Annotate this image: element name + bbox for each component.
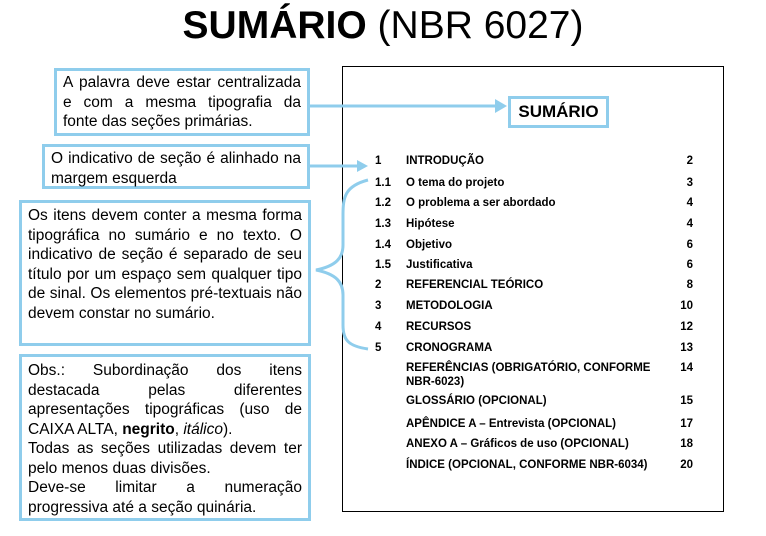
toc-entry-title: METODOLOGIA [406,300,493,312]
toc-entry-number: 1 [375,155,382,167]
toc-entry-title: Justificativa [406,259,473,271]
toc-entry-title: ANEXO A – Gráficos de uso (OPCIONAL) [406,438,629,450]
toc-entry-title: APÊNDICE A – Entrevista (OPCIONAL) [406,418,617,430]
toc-entry-title: O problema a ser abordado [406,197,556,209]
toc-entry-title: ÍNDICE (OPCIONAL, CONFORME NBR-6034) [406,459,648,471]
toc-entry-number: 1.5 [375,259,391,271]
toc-entry-title: REFERENCIAL TEÓRICO [406,279,544,291]
obs-italic-example: itálico [183,420,223,438]
toc-entry-page: 18 [680,438,693,450]
toc-entry-title: Hipótese [406,218,455,230]
obs-text-part1: Obs.: Subordinação dos itens destacada pelas diferentes apresentações tipográficas (uso de CAIXA ALTA, [28,362,302,438]
toc-entry-title: CRONOGRAMA [406,342,493,354]
toc-entry-number: 2 [375,279,382,291]
brace-to-section-numbers [316,180,368,349]
toc-entry-page: 3 [686,177,693,189]
toc-entry-title: GLOSSÁRIO (OPCIONAL) [406,395,547,407]
toc-entry-page: 6 [686,239,693,251]
obs-limit-text: Deve-se limitar a numeração progressiva até a seção quinária. [28,479,302,516]
toc-entry-page: 2 [686,155,693,167]
toc-entry-page: 15 [680,395,693,407]
toc-entry-title: Objetivo [406,239,453,251]
toc-entry-title: REFERÊNCIAS (OBRIGATÓRIO, CONFORME NBR-6023) [406,362,651,388]
toc-entry-title: INTRODUÇÃO [406,155,484,167]
obs-divisions-text: Todas as seções utilizadas devem ter pelo menos duas divisões. [28,440,302,477]
toc-entry-page: 13 [680,342,693,354]
toc-entry-page: 8 [686,279,693,291]
toc-entry-page: 17 [680,418,693,430]
toc-entry-title: O tema do projeto [406,177,505,189]
toc-entry-page: 4 [686,197,693,209]
slide-title-standard: (NBR 6027) [366,4,584,47]
obs-comma: , [174,420,184,438]
toc-entry-page: 20 [680,459,693,471]
obs-text-part2: ). [223,420,233,438]
toc-entry-number: 4 [375,321,382,333]
toc-entry-number: 1.4 [375,239,391,251]
obs-bold-example: negrito [122,420,175,438]
toc-entry-number: 1.3 [375,218,391,230]
arrow-head-to-heading [495,99,507,113]
toc-entry-page: 6 [686,259,693,271]
toc-entry-number: 1.1 [375,177,391,189]
toc-entry-page: 4 [686,218,693,230]
arrow-head-to-indicative [357,160,368,172]
toc-heading: SUMÁRIO [508,96,609,128]
callout-indicative-text: O indicativo de seção é alinhado na margem esquerda [51,150,301,187]
toc-entry-number: 3 [375,300,382,312]
callout-centralized-text: A palavra deve estar centralizada e com a mesma tipografia da fonte das seções primárias. [63,74,301,130]
callout-typography-text: Os itens devem conter a mesma forma tipográfica no sumário e no texto. O indicativo de seção é separado de seu título por um espaço sem qualquer tipo de sinal. Os elementos pré-textuais não devem constar no sumário. [28,207,302,322]
toc-entry-number: 5 [375,342,382,354]
slide-title-main: SUMÁRIO [182,4,367,47]
toc-entry-page: 10 [680,300,693,312]
toc-entry-page: 12 [680,321,693,333]
toc-entry-title: RECURSOS [406,321,472,333]
toc-entry-page: 14 [680,362,693,374]
toc-entry-number: 1.2 [375,197,391,209]
